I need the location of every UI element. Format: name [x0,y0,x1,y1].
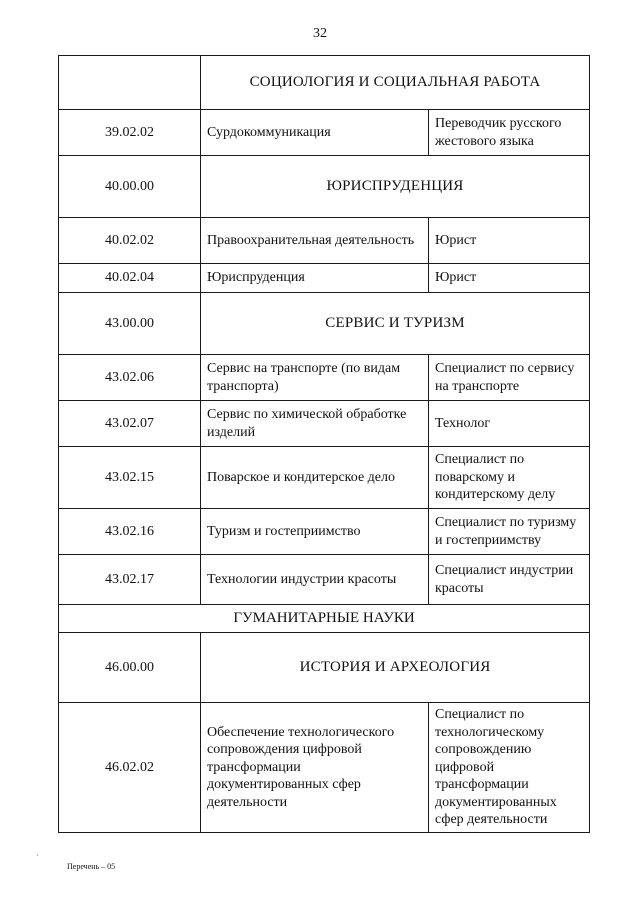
specialty-name: Сервис по химической обработке изделий [201,401,429,447]
table-row [59,447,590,509]
group-heading: ГУМАНИТАРНЫЕ НАУКИ [59,605,590,633]
table-row [59,703,590,833]
specialty-name: Сурдокоммуникация [201,110,429,156]
table-row [59,264,590,293]
table-row [59,218,590,264]
qualification: Специалист по технологическому сопровождению цифровой трансформации документированных сфер деятельности [429,703,590,833]
specialties-table [58,55,590,833]
scan-mark: ˏ [36,846,39,856]
specialty-name: Технологии индустрии красоты [201,555,429,605]
qualification: Юрист [429,218,590,264]
table-row [59,633,590,703]
specialty-name: Обеспечение технологического сопровождения цифровой трансформации документированных сфер деятельности [201,703,429,833]
section-heading: СОЦИОЛОГИЯ И СОЦИАЛЬНАЯ РАБОТА [201,56,590,110]
specialty-code: 43.02.16 [59,509,201,555]
specialty-code: 39.02.02 [59,110,201,156]
table-row [59,401,590,447]
specialty-name: Правоохранительная деятельность [201,218,429,264]
specialty-code: 40.00.00 [59,156,201,218]
specialty-code: 43.02.07 [59,401,201,447]
table-row [59,110,590,156]
qualification: Технолог [429,401,590,447]
qualification: Специалист по сервису на транспорте [429,355,590,401]
specialty-name: Туризм и гостеприимство [201,509,429,555]
table-row [59,293,590,355]
specialty-code: 46.02.02 [59,703,201,833]
table-row [59,156,590,218]
table-row [59,605,590,633]
table-row [59,56,590,110]
specialty-name: Юриспруденция [201,264,429,293]
specialty-code: 43.02.15 [59,447,201,509]
specialties-table-container [58,55,589,833]
specialty-name: Сервис на транспорте (по видам транспорта) [201,355,429,401]
section-heading: СЕРВИС И ТУРИЗМ [201,293,590,355]
specialty-code: 46.00.00 [59,633,201,703]
table-row [59,355,590,401]
specialty-code [59,56,201,110]
qualification: Специалист по поварскому и кондитерскому делу [429,447,590,509]
qualification: Юрист [429,264,590,293]
footer-note: Перечень – 05 [67,862,116,871]
specialty-code: 43.02.17 [59,555,201,605]
specialty-code: 43.02.06 [59,355,201,401]
table-row [59,509,590,555]
specialty-code: 43.00.00 [59,293,201,355]
specialty-code: 40.02.02 [59,218,201,264]
qualification: Специалист по туризму и гостеприимству [429,509,590,555]
specialty-name: Поварское и кондитерское дело [201,447,429,509]
section-heading: ЮРИСПРУДЕНЦИЯ [201,156,590,218]
table-row [59,555,590,605]
qualification: Переводчик русского жестового языка [429,110,590,156]
qualification: Специалист индустрии красоты [429,555,590,605]
section-heading: ИСТОРИЯ И АРХЕОЛОГИЯ [201,633,590,703]
specialty-code: 40.02.04 [59,264,201,293]
page-number: 32 [313,26,327,41]
